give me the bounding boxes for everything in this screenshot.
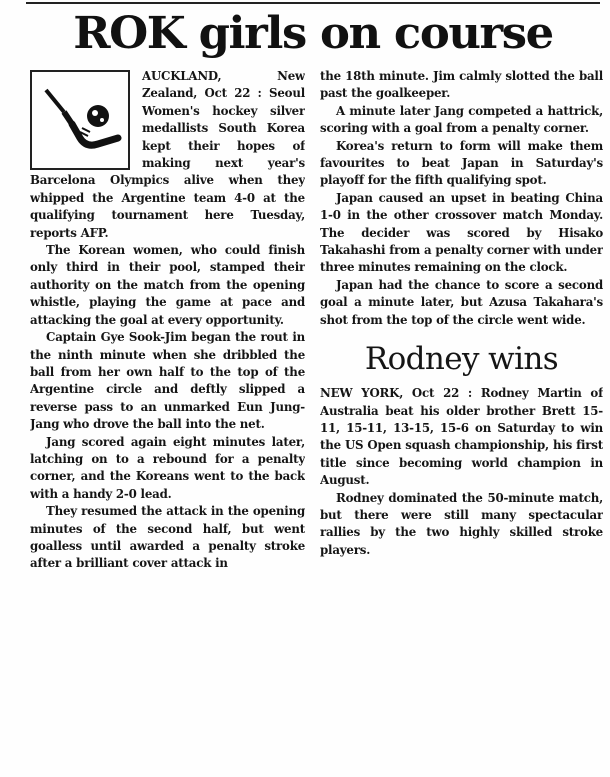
article-right-column: [320, 68, 603, 777]
paragraph: They resumed the attack in the opening minutes of the second half, but went goalless until awarded a penalty stroke after a brilliant cover attack in: [30, 504, 305, 571]
paragraph-text: Seoul Women's hockey silver medallists South Korea kept their hopes of making next year's Barcelona Olympics alive when they whipped the Argentine team 4-0 at the qualifying tournament here Tuesday, reports AFP.: [30, 86, 305, 240]
paragraph: The Korean women, who could finish only third in their pool, stamped their authority on the match from the opening whistle, playing the game at pace and attacking the goal at every opportunity.: [30, 243, 305, 327]
paragraph: Japan had the chance to score a second goal a minute later, but Azusa Takahara's shot from the top of the circle went wide.: [320, 277, 603, 327]
paragraph-text: Rodney Martin of Australia beat his older brother Brett 15-11, 15-11, 13-15, 15-6 on Saturday to win the US Open squash championship, his first title since becoming world champion in August.: [320, 386, 603, 488]
paragraph: A minute later Jang competed a hattrick, scoring with a goal from a penalty corner.: [320, 103, 603, 136]
article-left-column: [30, 68, 305, 777]
paragraph: Japan caused an upset in beating China 1-0 in the other crossover match Monday. The decider was scored by Hisako Takahashi from a penalty corner with under three minutes remaining on the clock.: [320, 190, 603, 275]
continued-paragraph: the 18th minute. Jim calmly slotted the ball past the goalkeeper.: [320, 69, 603, 101]
main-headline: ROK girls on course: [73, 8, 553, 59]
second-lead-paragraph: [320, 385, 603, 489]
hockey-logo: [30, 70, 130, 170]
second-headline: Rodney wins: [364, 341, 559, 378]
dateline-auckland: AUCKLAND, New Zealand, Oct 22 :: [142, 69, 305, 101]
paragraph: Rodney dominated the 50-minute match, but there were still many spectacular rallies by the two highly skilled stroke players.: [320, 490, 603, 557]
paragraph: Korea's return to form will make them favourites to beat Japan in Saturday's playoff for the fifth qualifying spot.: [320, 138, 603, 188]
paragraph: Captain Gye Sook-Jim began the rout in the ninth minute when she dribbled the ball from her own half to the top of the Argentine circle and deftly slipped a reverse pass to an unmarked Eun Jung-Jang who drove the ball into the net.: [30, 330, 305, 432]
dateline-new-york: NEW YORK, Oct 22 :: [320, 386, 473, 401]
paragraph: Jang scored again eight minutes later, latching on to a rebound for a penalty corner, and the Koreans went to the back with a handy 2-0 lead.: [30, 434, 305, 501]
hockey-stick-and-ball-icon: [32, 72, 128, 168]
